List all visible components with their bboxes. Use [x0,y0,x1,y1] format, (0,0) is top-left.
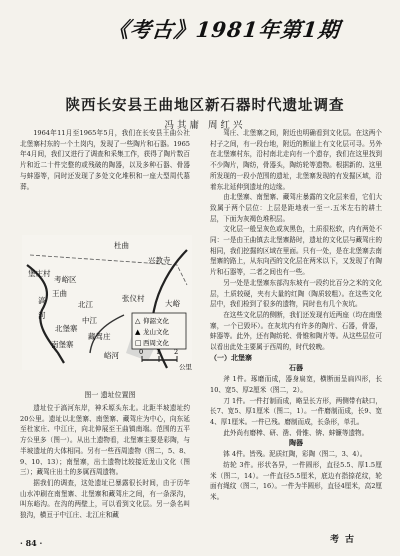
intro-paragraph: 1964年11月至1965年5月，我们在长安县王曲公社北堡寨村东的一个土岗内，发现了一些陶片和石器。1965年4月间，我们又进行了调查和采集工作，获得了陶片数百片和近二十件完整的或残破的陶器，以及多种石器、骨器与蚌器等，同时还发现了多处文化堆积和一座大型周代墓葬。 [20,129,190,191]
legend-label-longshan: 龙山文化 [143,328,169,336]
page-number: · 84 · [20,538,43,548]
legend-label-yangshao: 仰韶文化 [143,317,169,325]
map-label-beibaozhai: 北堡寨 [55,324,78,333]
legend-symbol-western-zhou: □ [135,339,142,347]
legend-symbol-yangshao: △ [135,317,141,325]
artifact-entry-axe: 斧 1件。琢磨而成，器身扁宽，横断面呈扁四形，长10、宽5、厚2厘米（图二，2）。 [210,375,382,394]
right-paragraph-5: 在这些文化层的侧断，我们还发现有近两座（均在南堡寨，一个已毁坏）。在灰坑内有许多的陶片、石器，骨器，蚌器等。此外，还有陶纺轮、骨锥和陶片等。从这些层位可以看出此处主要属于西周的，时代较晚。 [210,310,382,352]
article-authors: 冯其庸 周红兴 [164,120,246,131]
scale-tick-1: 1 [156,348,161,356]
site-paragraph-2: 据我们的调查，这处遗址已暴露很长时间，由于历年山水冲刷在南堡寨、北堡寨和藏驾庄之间，有一条深沟，叫东峪沟。在沟的两壁上，可以看到文化层。另一条名叫狼沟，横亘于中江庄、北江庄和藏 [20,478,190,520]
pottery-heading: 陶器 [289,438,303,448]
legend-symbol-longshan: ▲ [135,328,141,336]
map-label-zhongjiang: 中江 [82,316,97,325]
map-label-dushi: 杜曲 [114,241,129,250]
north-section-heading: （一）北堡寨 [210,352,252,362]
left-site-column [20,403,190,521]
map-label-daiyu: 大峪 [165,299,180,308]
right-paragraph-1: 驾庄、北堡寨之间，附近也明确看到文化层。在这两个村子之间，有一段台地，附近的断崖上有文化层可寻。另外在北堡寨村东，沿村南北走向有一个遗存，我们在这里找到不少陶片，陶纺，骨器头，陶纺轮等遗物。根据新的、这里所发现的一段小范围的遗址，北堡寨发现的有发掘区域，沿着东北延伸到遗址的边缘。 [210,129,382,191]
map-label-hao: 滈 [38,296,46,305]
article-title: 陕西长安县王曲地区新石器时代遗址调查 [65,97,345,114]
right-paragraph-3: 文化层一般呈灰色或灰黑色，土质很松软，内有两处不同：一是由王曲镇去北堡寨路时，遗址的文化层与藏驾庄的相同，我们挖掘的区域在里面。只有一处，是在北堡寨去南堡寨的路上，从东向西的文化层在两米以下，又发现了有陶片和石器等，二者之间也有一些。 [210,225,382,277]
figure-caption: 图一 遗址位置图 [84,391,136,399]
location-map [22,235,192,370]
right-column [210,128,382,503]
right-paragraph-4: 另一处是北堡寨东部沟东坡有一段约比百分之米的文化层，土质较硬，夹有大量的红陶（陶质较粗）。在这些文化层中，我们检到了很多的遗物，同时也有几个灰坑。 [210,278,382,309]
site-paragraph-1: 遗址位于滈河东岸，神禾塬头东北。北距半坡遗址约20公里。遗址以北堡寨、南堡寨、藏驾庄为中心，向东延至杜家庄、中江庄，向北伸展至王曲镇南端。范围的五平方公里多（图一）。从出土遗物看，北堡寨主要是彩陶，与半坡遗址的大体相同。另有一些西周遗物（图二，5、8、9、10、13）；南堡寨，出土遗物比较接近龙山文化（图三）；藏驾庄出土的多属西周遗物。 [20,404,190,477]
stone-heading: 石器 [289,363,303,373]
map-label-wangqu: 王曲 [52,289,67,298]
map-label-zangjiazhuang: 藏驾庄 [88,332,111,341]
map-label-yihe: 峪河 [104,351,119,360]
artifact-entry-other: 此外尚有磨棒、研、凿、骨锥、锛、蚌镰等遗物。 [223,428,369,437]
artifact-entry-bowl: 钵 4件。皆残。泥质红陶，彩陶（图二，3、4）。 [223,450,367,459]
legend-label-western-zhou: 西周文化 [143,339,169,347]
artifact-entry-spindle: 纺轮 3件。形状各异，一件圆形，直径5.5、厚1.5厘米（图二，14）。一件直径5.5厘米，底边有指捺花纹，轮面有绳纹（图二，16）。一件为半圆形，直径4厘米，高2厘米。 [210,460,382,501]
map-label-xingjiaosi: 兴教寺 [148,256,171,265]
right-paragraph-2: 由北堡寨、南堡寨、藏驾庄暴露的文化层来看，它们大致属于两个层位：上层是距地表一至一.五米左右的耕土层，下面为灰褐色堆积层。 [210,193,382,223]
map-label-laozhuang: 堡庄村 [28,269,51,278]
journal-name: 考古 [330,535,361,545]
map-label-beijiang: 北江 [78,300,93,309]
map-label-he: 河 [38,311,46,320]
scale-tick-0: 0 [139,348,144,356]
map-label-nanbaozhai: 南堡寨 [51,340,74,349]
left-intro-column [20,128,190,192]
scale-tick-2: 2 [174,348,179,356]
map-label-kaoyuqu: 考峪区 [54,275,77,284]
map-label-zhangyicun: 张仪村 [122,294,145,303]
scale-unit: 公里 [179,363,192,370]
handwritten-journal-title: 《考古》1981年第1期 [106,17,342,42]
artifact-entry-knife: 刀 1件。一件打制而成，略呈长方形，两侧带有缺口，长7、宽5、厚1厘米（图二，1）。一件磨制而成，长9、宽4、厚1厘米。一件已残。磨制而成，长条形，单孔。 [210,396,382,426]
